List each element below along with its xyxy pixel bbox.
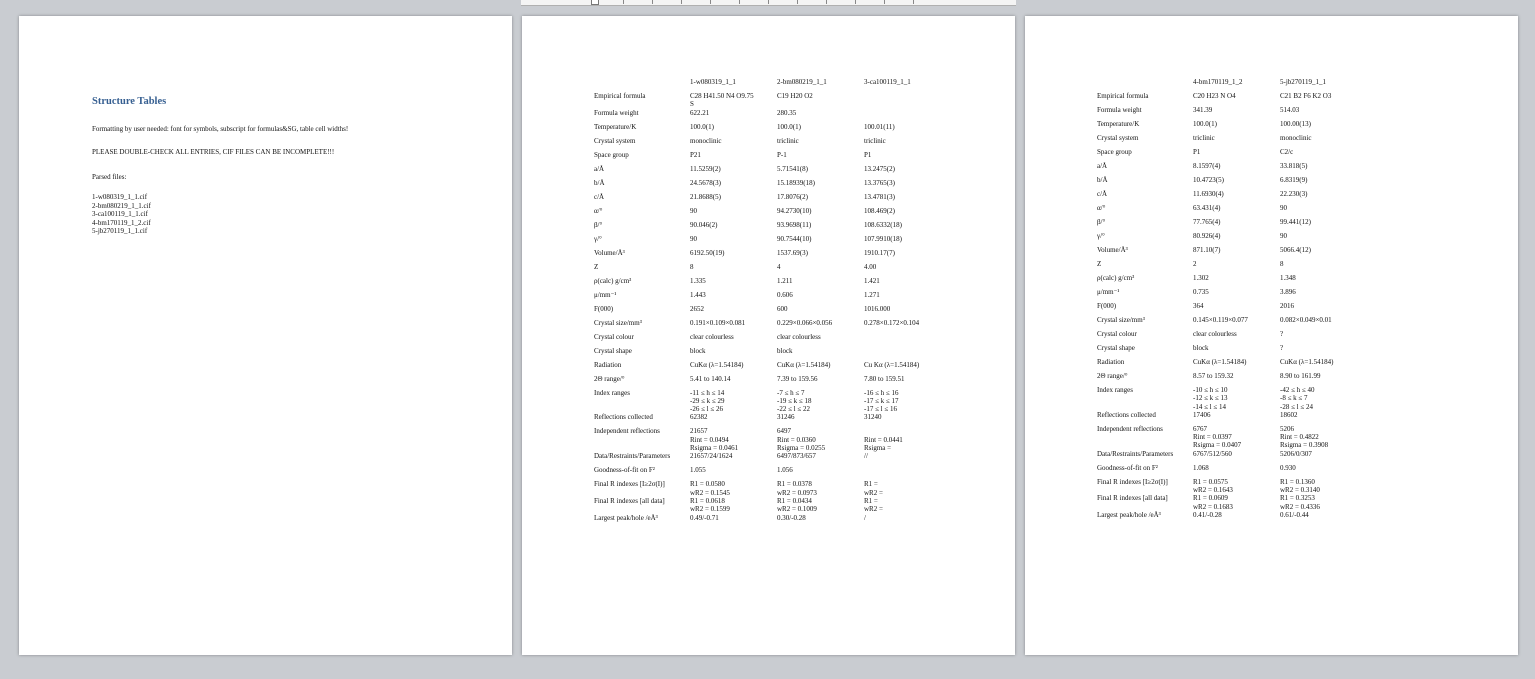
row-label: Radiation [594, 360, 622, 369]
table-cell: 0.145×0.119×0.077 [1193, 316, 1248, 324]
table-cell: 8 [1280, 260, 1284, 268]
table-row [594, 179, 951, 193]
table-cell: 31246 [777, 413, 795, 422]
table-cell: 1.335 [690, 276, 706, 285]
row-label: Z [1097, 260, 1102, 268]
table-row [1097, 464, 1367, 478]
document-page-2[interactable] [522, 16, 1015, 655]
table-cell: 6.8319(9) [1280, 176, 1308, 184]
table-cell: 0.61/-0.44 [1280, 510, 1309, 519]
table-cell: R1 = wR2 = [864, 496, 883, 514]
table-cell: CuKα (λ=1.54184) [777, 360, 831, 369]
table-cell: C28 H41.50 N4 O9.75 S [690, 92, 754, 109]
table-cell: // [864, 452, 868, 461]
table-row [594, 263, 951, 277]
row-label: Space group [1097, 148, 1132, 156]
table-cell: triclinic [864, 136, 886, 145]
table-cell: R1 = 0.0434 wR2 = 0.1009 [777, 496, 817, 514]
table-cell: P1 [1193, 148, 1201, 156]
table-row [1097, 232, 1367, 246]
row-label: Z [594, 262, 599, 271]
table-cell: 622.21 [690, 108, 710, 117]
ruler-tick [739, 0, 740, 4]
table-row [594, 137, 951, 151]
table-row [1097, 478, 1367, 495]
table-header-row [1097, 78, 1367, 92]
row-label: β/° [1097, 218, 1106, 226]
table-cell: 99.441(12) [1280, 218, 1311, 226]
table-cell: 5.71541(8) [777, 164, 808, 173]
row-label: Crystal system [1097, 134, 1139, 142]
table-row [594, 514, 951, 528]
table-cell: -7 ≤ h ≤ 7 -19 ≤ k ≤ 18 -22 ≤ l ≤ 22 [777, 388, 812, 414]
table-cell: 11.6930(4) [1193, 190, 1224, 198]
structure-table-2 [1097, 78, 1367, 525]
table-cell: 80.926(4) [1193, 232, 1221, 240]
parsed-file-item: 3-ca100119_1_1.cif [92, 210, 148, 218]
table-cell: 5206 Rint = 0.4822 Rsigma = 0.3908 [1280, 424, 1329, 450]
row-label: c/Å [594, 192, 605, 201]
table-cell: 600 [777, 304, 788, 313]
table-cell: block [777, 346, 793, 355]
row-label: Largest peak/hole /eÅ³ [1097, 510, 1161, 519]
table-cell [864, 466, 951, 480]
table-cell: 0.735 [1193, 288, 1209, 296]
row-label: F(000) [1097, 302, 1117, 310]
row-label: 2Θ range/° [1097, 372, 1128, 380]
row-label: Index ranges [594, 388, 630, 397]
table-cell: R1 = 0.3253 wR2 = 0.4336 [1280, 494, 1320, 511]
table-row [1097, 162, 1367, 176]
table-row [594, 221, 951, 235]
row-label: α/° [1097, 204, 1106, 212]
column-header: 1-w080319_1_1 [690, 78, 736, 86]
table-cell: 4.00 [864, 262, 877, 271]
row-label: μ/mm⁻¹ [1097, 288, 1120, 296]
table-cell: R1 = wR2 = [864, 480, 883, 497]
table-row [594, 277, 951, 291]
table-cell: 62382 [690, 413, 708, 422]
table-cell: 1.068 [1193, 463, 1209, 472]
row-label: ρ(calc) g/cm³ [1097, 274, 1135, 282]
table-row [594, 389, 951, 414]
table-cell: 0.41/-0.28 [1193, 510, 1222, 519]
table-cell: 6767/512/560 [1193, 449, 1232, 458]
table-cell: 6192.50(19) [690, 248, 725, 257]
table-row [594, 375, 951, 389]
table-cell: 1.211 [777, 276, 793, 285]
row-label: Final R indexes [I≥2σ(I)] [1097, 477, 1168, 486]
parsed-file-item: 5-jb270119_1_1.cif [92, 227, 148, 235]
table-row [1097, 302, 1367, 316]
parsed-files-list [92, 193, 151, 236]
table-row [594, 291, 951, 305]
table-cell: 514.03 [1280, 106, 1300, 114]
table-cell: 33.818(5) [1280, 162, 1308, 170]
table-cell: 6767 Rint = 0.0397 Rsigma = 0.0407 [1193, 424, 1242, 450]
table-cell: C20 H23 N O4 [1193, 92, 1236, 100]
row-label: Final R indexes [all data] [1097, 494, 1168, 503]
table-cell: 31240 [864, 413, 882, 422]
table-cell: 18602 [1280, 410, 1298, 419]
table-cell: -10 ≤ h ≤ 10 -12 ≤ k ≤ 13 -14 ≤ l ≤ 14 [1193, 386, 1228, 411]
table-cell: 0.278×0.172×0.104 [864, 318, 920, 327]
warning-note: PLEASE DOUBLE-CHECK ALL ENTRIES, CIF FILES CAN BE INCOMPLETE!!! [92, 148, 335, 156]
table-row [1097, 176, 1367, 190]
row-label: γ/° [1097, 232, 1105, 240]
table-cell: 5.41 to 140.14 [690, 374, 731, 383]
table-cell [864, 347, 951, 361]
row-label: Crystal colour [1097, 330, 1137, 338]
table-cell: 22.230(3) [1280, 190, 1308, 198]
table-cell: 21.8688(5) [690, 192, 721, 201]
table-cell: 3.896 [1280, 288, 1296, 296]
table-cell: 0.30/-0.28 [777, 513, 806, 522]
table-cell: R1 = 0.0618 wR2 = 0.1599 [690, 496, 730, 514]
table-row [594, 235, 951, 249]
table-cell: 108.469(2) [864, 206, 895, 215]
table-cell: 100.0(1) [777, 122, 801, 131]
table-row [594, 333, 951, 347]
table-cell: 11.5259(2) [690, 164, 721, 173]
row-label: μ/mm⁻¹ [594, 290, 617, 299]
row-label: Independent reflections [1097, 424, 1163, 433]
table-row [1097, 92, 1367, 106]
row-label: Reflections collected [1097, 410, 1156, 419]
table-row [1097, 330, 1367, 344]
table-row [594, 109, 951, 123]
row-label: Volume/Å³ [1097, 246, 1128, 254]
table-cell: C2/c [1280, 148, 1294, 156]
parsed-file-item: 2-bm080219_1_1.cif [92, 201, 151, 210]
ruler-tick [652, 0, 653, 4]
table-row [1097, 218, 1367, 232]
row-label: b/Å [1097, 176, 1108, 184]
table-cell: 100.01(11) [864, 122, 895, 131]
ruler-tick [710, 0, 711, 4]
table-row [1097, 425, 1367, 450]
row-label: Final R indexes [I≥2σ(I)] [594, 480, 665, 489]
table-cell: 2 [1193, 260, 1197, 268]
row-label: ρ(calc) g/cm³ [594, 276, 632, 285]
row-label: Largest peak/hole /eÅ³ [594, 513, 658, 522]
table-cell: 7.80 to 159.51 [864, 374, 905, 383]
table-row [1097, 106, 1367, 120]
column-header: 3-ca100119_1_1 [864, 78, 911, 86]
table-cell: 13.4781(3) [864, 192, 895, 201]
document-page-1[interactable] [19, 16, 512, 655]
table-row [1097, 494, 1367, 511]
table-row [594, 319, 951, 333]
table-row [1097, 190, 1367, 204]
table-cell: 90 [690, 234, 697, 243]
table-cell: R1 = 0.0580 wR2 = 0.1545 [690, 480, 730, 497]
table-cell: -11 ≤ h ≤ 14 -29 ≤ k ≤ 29 -26 ≤ l ≤ 26 [690, 388, 725, 414]
ruler-indent-marker[interactable] [591, 0, 599, 5]
row-label: 2Θ range/° [594, 374, 625, 383]
table-cell: monoclinic [1280, 134, 1312, 142]
table-row [594, 361, 951, 375]
row-label: Crystal size/mm³ [594, 318, 642, 327]
header-empty-cell [594, 78, 690, 92]
row-label: Data/Restraints/Parameters [1097, 449, 1174, 458]
table-row [594, 305, 951, 319]
table-cell: 5206/0/307 [1280, 449, 1312, 458]
table-row [1097, 358, 1367, 372]
table-cell: 24.5678(3) [690, 178, 721, 187]
table-cell: 7.39 to 159.56 [777, 374, 818, 383]
table-cell: 77.765(4) [1193, 218, 1221, 226]
table-cell: 0.082×0.049×0.01 [1280, 316, 1332, 324]
row-label: a/Å [594, 164, 605, 173]
table-row [1097, 246, 1367, 260]
formatting-note: Formatting by user needed: font for symbols, subscript for formulas&SG, table cell widths! [92, 125, 349, 133]
table-cell: 90 [690, 206, 697, 215]
table-cell: 1.055 [690, 466, 706, 475]
ruler-tick [681, 0, 682, 4]
ruler-tick [913, 0, 914, 4]
table-cell: CuKα (λ=1.54184) [1280, 358, 1334, 366]
row-label: Reflections collected [594, 413, 653, 422]
table-cell: 90 [1280, 204, 1287, 212]
table-row [1097, 120, 1367, 134]
table-row [594, 466, 951, 480]
table-cell: ? [1280, 330, 1284, 338]
ruler-tick [768, 0, 769, 4]
row-label: Formula weight [594, 108, 639, 117]
table-cell: triclinic [1193, 134, 1215, 142]
table-cell: 871.10(7) [1193, 246, 1221, 254]
row-label: Radiation [1097, 358, 1125, 366]
row-label: Data/Restraints/Parameters [594, 452, 671, 461]
table-cell: / [864, 513, 866, 522]
table-row [1097, 260, 1367, 274]
table-cell: 6497 Rint = 0.0360 Rsigma = 0.0255 [777, 427, 826, 453]
table-cell: P21 [690, 150, 701, 159]
table-cell: 100.0(1) [690, 122, 714, 131]
table-cell: 5066.4(12) [1280, 246, 1311, 254]
table-cell: 100.00(13) [1280, 120, 1311, 128]
table-cell: C19 H20 O2 [777, 92, 813, 100]
row-label: Goodness-of-fit on F² [594, 466, 655, 475]
row-label: Temperature/K [594, 122, 637, 131]
table-cell: 8 [690, 262, 694, 271]
table-row [1097, 148, 1367, 162]
row-label: Volume/Å³ [594, 248, 625, 257]
table-cell: 17406 [1193, 410, 1211, 419]
table-cell: 13.3765(3) [864, 178, 895, 187]
parsed-files-label: Parsed files: [92, 173, 127, 181]
table-cell: 108.6332(18) [864, 220, 902, 229]
row-label: c/Å [1097, 190, 1108, 198]
ruler-tick [884, 0, 885, 4]
table-cell: 10.4723(5) [1193, 176, 1224, 184]
table-cell: Rint = 0.0441 Rsigma = [864, 435, 903, 453]
table-row [1097, 204, 1367, 218]
table-cell: 93.9698(11) [777, 220, 812, 229]
table-cell: ? [1280, 344, 1284, 352]
table-cell: 1.443 [690, 290, 706, 299]
horizontal-ruler[interactable] [521, 0, 1016, 6]
table-cell: 341.39 [1193, 106, 1213, 114]
table-row [594, 427, 951, 452]
row-label: Index ranges [1097, 386, 1133, 394]
table-row [594, 92, 951, 109]
document-page-3[interactable] [1025, 16, 1518, 655]
table-row [594, 151, 951, 165]
table-cell: 2652 [690, 304, 704, 313]
table-cell: 0.191×0.109×0.081 [690, 318, 746, 327]
ruler-tick [623, 0, 624, 4]
table-cell: -16 ≤ h ≤ 16 -17 ≤ k ≤ 17 -17 ≤ l ≤ 16 [864, 388, 899, 414]
table-row [594, 165, 951, 179]
table-cell: 21657 Rint = 0.0494 Rsigma = 0.0461 [690, 427, 739, 453]
table-cell: 13.2475(2) [864, 164, 895, 173]
row-label: Temperature/K [1097, 120, 1140, 128]
table-row [594, 347, 951, 361]
row-label: F(000) [594, 304, 614, 313]
table-row [594, 413, 951, 427]
table-row [1097, 511, 1367, 525]
table-cell: 1910.17(7) [864, 248, 895, 257]
table-row [594, 207, 951, 221]
header-empty-cell [1097, 78, 1193, 92]
table-cell: Cu Kα (λ=1.54184) [864, 360, 920, 369]
table-row [1097, 386, 1367, 411]
table-cell: 8.1597(4) [1193, 162, 1221, 170]
table-cell: 17.8076(2) [777, 192, 808, 201]
table-row [594, 452, 951, 466]
table-row [594, 480, 951, 497]
table-header-row [594, 78, 951, 92]
row-label: Crystal size/mm³ [1097, 316, 1145, 324]
table-cell: 1.348 [1280, 274, 1296, 282]
table-cell: monoclinic [690, 136, 722, 145]
table-cell: 15.18939(18) [777, 178, 815, 187]
row-label: Crystal shape [1097, 344, 1135, 352]
table-row [1097, 274, 1367, 288]
table-cell [864, 333, 951, 347]
table-cell: 1016.000 [864, 304, 891, 313]
column-header: 5-jb270119_1_1 [1280, 78, 1327, 86]
column-header: 2-bm080219_1_1 [777, 78, 827, 86]
table-cell: R1 = 0.1360 wR2 = 0.3140 [1280, 477, 1320, 495]
ruler-tick [797, 0, 798, 4]
row-label: γ/° [594, 234, 602, 243]
table-cell: C21 B2 F6 K2 O3 [1280, 92, 1332, 100]
table-cell: clear colourless [690, 332, 734, 341]
table-cell: 0.930 [1280, 463, 1296, 472]
parsed-file-item: 1-w080319_1_1.cif [92, 193, 148, 201]
table-row [1097, 372, 1367, 386]
table-cell: 90 [1280, 232, 1287, 240]
row-label: Empirical formula [1097, 92, 1149, 100]
table-cell: 1.271 [864, 290, 880, 299]
table-cell: R1 = 0.0575 wR2 = 0.1643 [1193, 477, 1233, 495]
table-row [594, 193, 951, 207]
table-cell [864, 92, 951, 109]
parsed-file-item: 4-bm170119_1_2.cif [92, 218, 151, 227]
table-cell: 0.229×0.066×0.056 [777, 318, 833, 327]
table-row [594, 123, 951, 137]
row-label: Space group [594, 150, 629, 159]
table-cell: clear colourless [1193, 330, 1237, 338]
table-cell: 280.35 [777, 108, 797, 117]
table-cell: CuKα (λ=1.54184) [1193, 358, 1247, 366]
table-cell: 90.7544(10) [777, 234, 812, 243]
table-cell: CuKα (λ=1.54184) [690, 360, 744, 369]
row-label: Final R indexes [all data] [594, 496, 665, 505]
table-cell: 90.046(2) [690, 220, 718, 229]
table-cell: 8.90 to 161.99 [1280, 372, 1321, 380]
table-cell: R1 = 0.0378 wR2 = 0.0973 [777, 480, 817, 497]
row-label: α/° [594, 206, 603, 215]
table-cell: 1.421 [864, 276, 880, 285]
ruler-tick [855, 0, 856, 4]
table-cell: 21657/24/1624 [690, 452, 733, 461]
table-cell: 6497/873/657 [777, 452, 816, 461]
table-cell: 1537.69(3) [777, 248, 808, 257]
row-label: β/° [594, 220, 603, 229]
table-row [1097, 450, 1367, 464]
column-header: 4-bm170119_1_2 [1193, 78, 1243, 86]
row-label: a/Å [1097, 162, 1108, 170]
table-cell: block [1193, 344, 1209, 352]
table-row [1097, 288, 1367, 302]
table-row [1097, 316, 1367, 330]
table-cell: block [690, 346, 706, 355]
table-cell [864, 109, 951, 123]
table-cell: 2016 [1280, 302, 1294, 310]
row-label: Crystal shape [594, 346, 632, 355]
table-cell: 107.9910(18) [864, 234, 902, 243]
table-row [1097, 344, 1367, 358]
row-label: Goodness-of-fit on F² [1097, 463, 1158, 472]
table-cell: 1.056 [777, 466, 793, 475]
table-cell: -42 ≤ h ≤ 40 -8 ≤ k ≤ 7 -28 ≤ l ≤ 24 [1280, 386, 1315, 411]
table-row [594, 249, 951, 263]
row-label: Independent reflections [594, 427, 660, 436]
table-row [594, 497, 951, 514]
table-cell: 0.49/-0.71 [690, 513, 719, 522]
table-cell: R1 = 0.0609 wR2 = 0.1683 [1193, 494, 1233, 511]
table-cell: 8.57 to 159.32 [1193, 372, 1234, 380]
table-cell: triclinic [777, 136, 799, 145]
table-cell: 1.302 [1193, 274, 1209, 282]
row-label: Formula weight [1097, 106, 1142, 114]
row-label: Crystal system [594, 136, 636, 145]
table-cell: 63.431(4) [1193, 204, 1221, 212]
row-label: b/Å [594, 178, 605, 187]
table-cell: 364 [1193, 302, 1204, 310]
row-label: Crystal colour [594, 332, 634, 341]
row-label: Empirical formula [594, 92, 646, 100]
table-cell: P1 [864, 150, 872, 159]
table-cell: 0.606 [777, 290, 793, 299]
page-title: Structure Tables [92, 96, 167, 107]
table-row [1097, 134, 1367, 148]
table-cell: P-1 [777, 150, 787, 159]
table-cell: clear colourless [777, 332, 821, 341]
structure-table-1 [594, 78, 951, 528]
table-row [1097, 411, 1367, 425]
ruler-tick [826, 0, 827, 4]
table-cell: 100.0(1) [1193, 120, 1217, 128]
table-cell: 94.2730(10) [777, 206, 812, 215]
table-cell: 4 [777, 262, 781, 271]
